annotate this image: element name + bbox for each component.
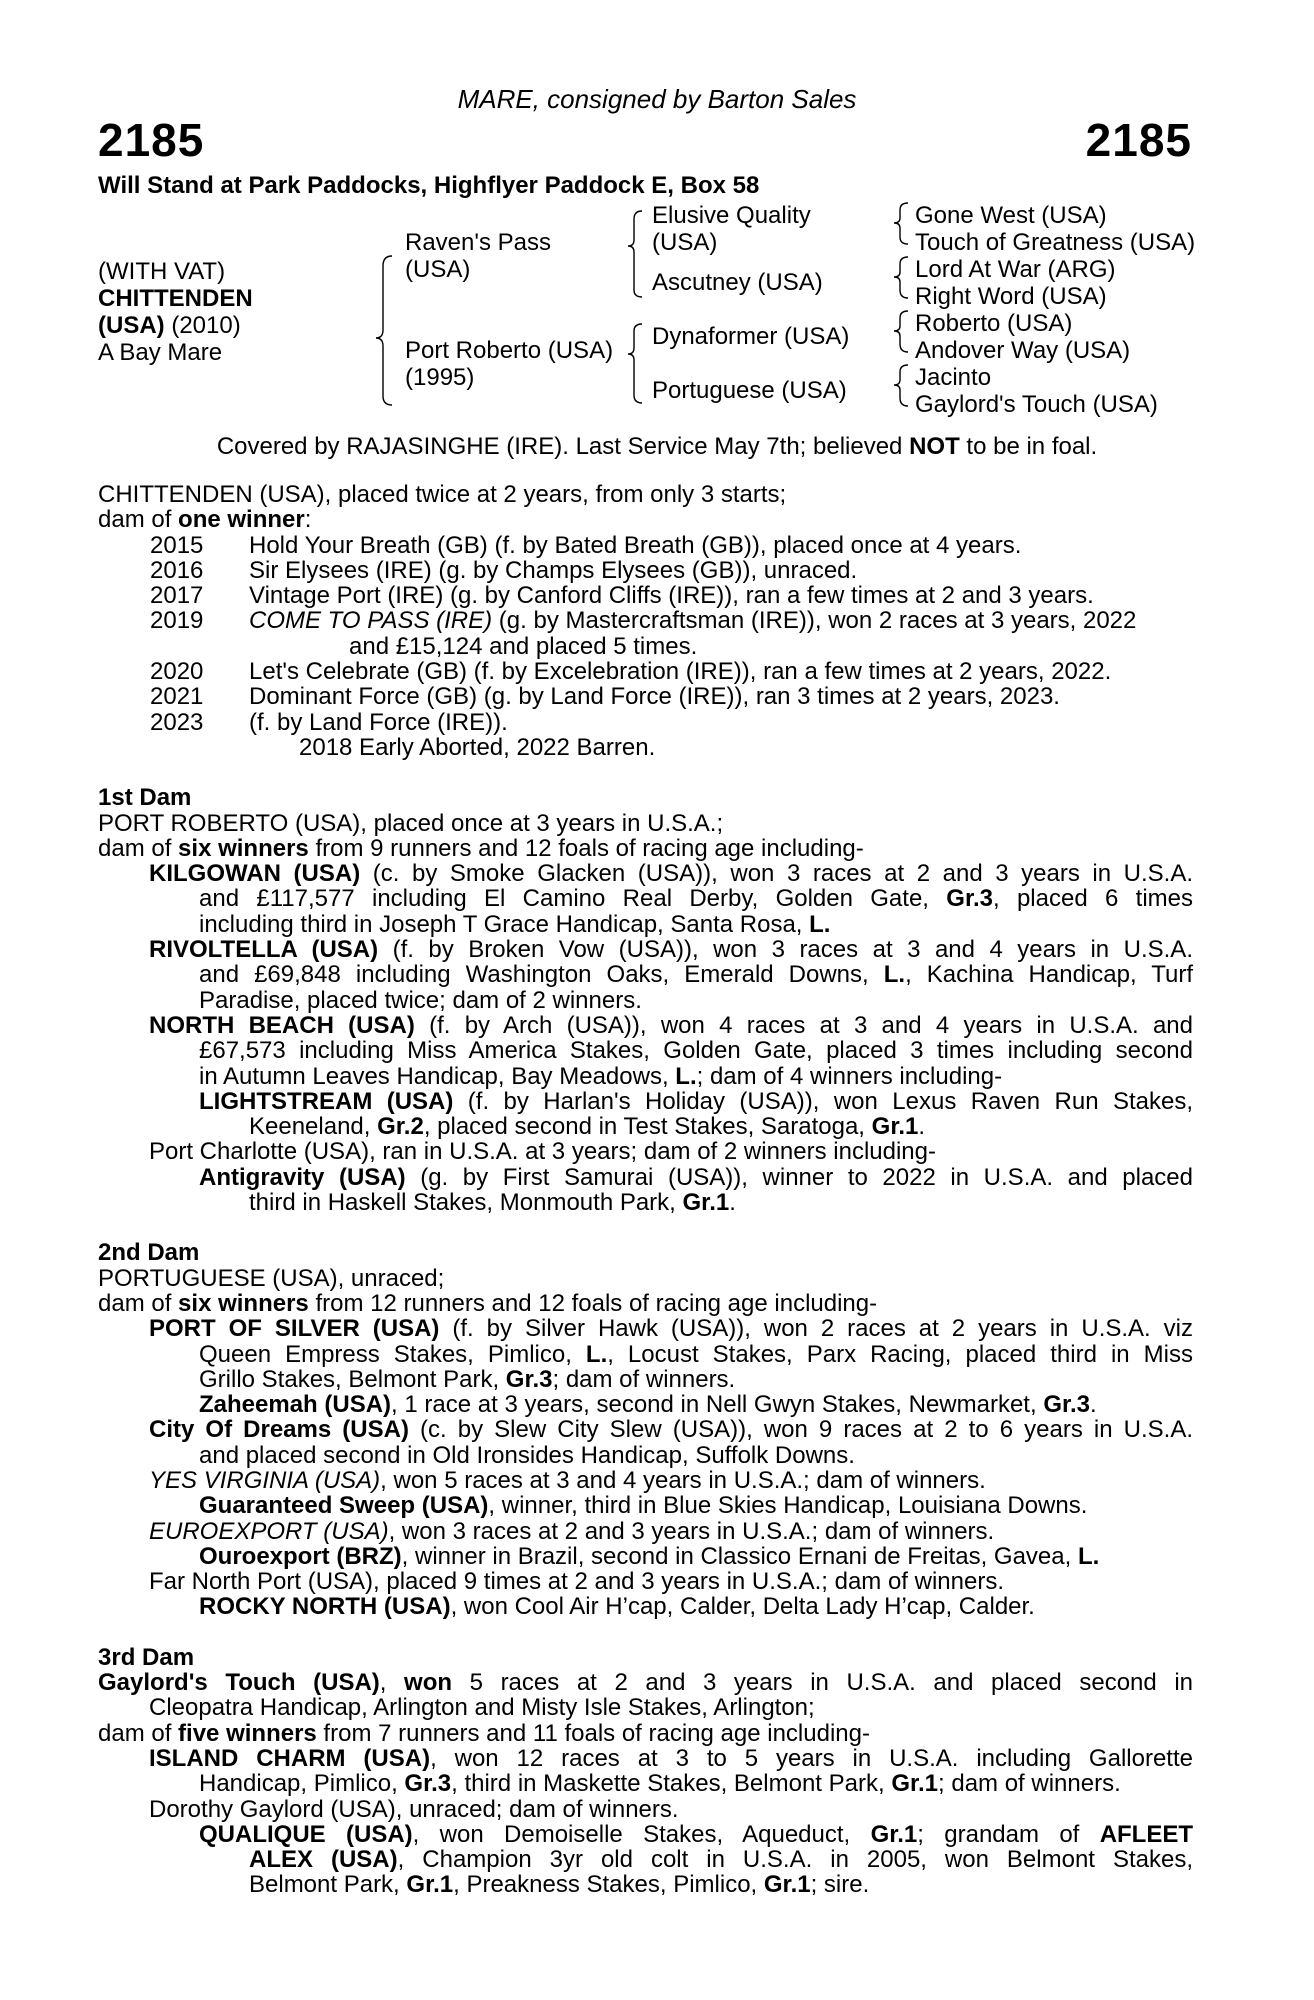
stand-location: Will Stand at Park Paddocks, Highflyer Paddock E, Box 58	[98, 172, 760, 199]
progeny-entry-line: and £117,577 including El Camino Real Derby, Golden Gate, Gr.3, placed 6 times	[199, 885, 1193, 913]
produce-intro: CHITTENDEN (USA), placed twice at 2 years, from only 3 starts;	[98, 481, 787, 508]
gen3-ancestor: Roberto (USA)	[915, 310, 1073, 337]
foal-row-continuation: and £15,124 and placed 5 times.	[349, 632, 698, 660]
progeny-entry: RIVOLTELLA (USA) (f. by Broken Vow (USA)), won 3 races at 3 and 4 years in U.S.A.	[149, 936, 1193, 964]
vat-label: (WITH VAT)	[98, 258, 226, 285]
sire-name: Raven's Pass	[405, 229, 551, 256]
progeny-entry: Antigravity (USA) (g. by First Samurai (USA)), winner to 2022 in U.S.A. and placed	[199, 1163, 1193, 1191]
progeny-entry-line: Queen Empress Stakes, Pimlico, L., Locust Stakes, Parx Racing, placed third in Miss	[199, 1340, 1193, 1368]
foal-row: 2016 Sir Elysees (IRE) (g. by Champs Elysees (GB)), unraced.	[150, 556, 858, 584]
consignment-line: MARE, consigned by Barton Sales	[457, 84, 857, 114]
dam-intro-line: Cleopatra Handicap, Arlington and Misty Isle Stakes, Arlington;	[149, 1694, 815, 1722]
gen3-ancestor: Andover Way (USA)	[915, 337, 1131, 364]
progeny-entry: ROCKY NORTH (USA), won Cool Air H’cap, Calder, Delta Lady H’cap, Calder.	[199, 1593, 1035, 1621]
progeny-entry-line: including third in Joseph T Grace Handicap, Santa Rosa, L.	[199, 910, 831, 938]
section-heading-3rd-dam: 3rd Dam	[98, 1643, 195, 1671]
progeny-entry: ISLAND CHARM (USA), won 12 races at 3 to 5 years in U.S.A. including Gallorette	[149, 1744, 1193, 1772]
gen3-ancestor: Right Word (USA)	[915, 283, 1107, 310]
progeny-entry-line: Keeneland, Gr.2, placed second in Test Stakes, Saratoga, Gr.1.	[249, 1113, 926, 1141]
dam-intro: PORTUGUESE (USA), unraced;	[98, 1264, 445, 1292]
foal-row: 2015 Hold Your Breath (GB) (f. by Bated Breath (GB)), placed once at 4 years.	[150, 531, 1022, 559]
progeny-entry: Guaranteed Sweep (USA), winner, third in Blue Skies Handicap, Louisiana Downs.	[199, 1492, 1088, 1520]
dam-intro: Gaylord's Touch (USA), won 5 races at 2 and 3 years in U.S.A. and placed second in	[98, 1669, 1193, 1697]
covered-statement: Covered by RAJASINGHE (IRE). Last Service May 7th; believed NOT to be in foal.	[216, 433, 1098, 460]
progeny-entry-line: third in Haskell Stakes, Monmouth Park, Gr.1.	[249, 1189, 736, 1217]
progeny-entry-line: and £69,848 including Washington Oaks, Emerald Downs, L., Kachina Handicap, Turf	[199, 961, 1193, 989]
horse-description: A Bay Mare	[98, 339, 223, 366]
dam-of-line: dam of six winners from 9 runners and 12 foals of racing age including-	[98, 834, 864, 862]
dam-dam-name: Portuguese (USA)	[652, 377, 847, 404]
dam-of-line: dam of six winners from 12 runners and 12 foals of racing age including-	[98, 1289, 878, 1317]
foal-row: 2020 Let's Celebrate (GB) (f. by Excelebration (IRE)), ran a few times at 2 years, 2022.	[150, 658, 1112, 686]
sire-sire-origin: (USA)	[652, 229, 718, 256]
dam-year: (1995)	[405, 364, 475, 391]
gen3-ancestor: Gaylord's Touch (USA)	[915, 391, 1158, 418]
gen3-ancestor: Gone West (USA)	[915, 202, 1107, 229]
progeny-entry: Far North Port (USA), placed 9 times at 2 and 3 years in U.S.A.; dam of winners.	[149, 1568, 1005, 1596]
foal-row: 2023 (f. by Land Force (IRE)).	[150, 708, 508, 736]
progeny-entry-line: in Autumn Leaves Handicap, Bay Meadows, L.; dam of 4 winners including-	[199, 1062, 1003, 1090]
section-heading-1st-dam: 1st Dam	[98, 784, 192, 812]
progeny-entry-line: Paradise, placed twice; dam of 2 winners.	[199, 986, 642, 1014]
sire-sire-name: Elusive Quality	[652, 202, 811, 229]
progeny-entry: EUROEXPORT (USA), won 3 races at 2 and 3 years in U.S.A.; dam of winners.	[149, 1517, 995, 1545]
dam-name: Port Roberto (USA)	[405, 337, 614, 364]
progeny-entry: Dorothy Gaylord (USA), unraced; dam of winners.	[149, 1795, 679, 1823]
horse-origin-year: (USA) (2010)	[98, 312, 241, 339]
progeny-entry: Ouroexport (BRZ), winner in Brazil, second in Classico Ernani de Freitas, Gavea, L.	[199, 1542, 1100, 1570]
produce-dam-of: dam of one winner:	[98, 506, 312, 534]
progeny-entry: City Of Dreams (USA) (c. by Slew City Slew (USA)), won 9 races at 2 to 6 years in U.S.A.	[149, 1416, 1193, 1444]
gen3-ancestor: Jacinto	[915, 364, 992, 391]
dam-of-line: dam of five winners from 7 runners and 11 foals of racing age including-	[98, 1719, 870, 1747]
gen3-ancestor: Lord At War (ARG)	[915, 256, 1116, 283]
foal-row: 2019 COME TO PASS (IRE) (g. by Mastercraftsman (IRE)), won 2 races at 3 years, 2022	[150, 607, 1137, 635]
progeny-entry: YES VIRGINIA (USA), won 5 races at 3 and 4 years in U.S.A.; dam of winners.	[149, 1466, 986, 1494]
produce-note: 2018 Early Aborted, 2022 Barren.	[299, 733, 656, 761]
progeny-entry: PORT OF SILVER (USA) (f. by Silver Hawk (USA)), won 2 races at 2 years in U.S.A. viz	[149, 1315, 1193, 1343]
dam-intro: PORT ROBERTO (USA), placed once at 3 years in U.S.A.;	[98, 809, 724, 837]
progeny-entry: Port Charlotte (USA), ran in U.S.A. at 3 years; dam of 2 winners including-	[149, 1138, 936, 1166]
gen3-ancestor: Touch of Greatness (USA)	[915, 229, 1196, 256]
progeny-entry-line: Handicap, Pimlico, Gr.3, third in Maskette Stakes, Belmont Park, Gr.1; dam of winners.	[199, 1770, 1121, 1798]
progeny-entry: QUALIQUE (USA), won Demoiselle Stakes, Aqueduct, Gr.1; grandam of AFLEET	[199, 1820, 1194, 1848]
lot-number-left: 2185	[98, 114, 205, 166]
dam-sire-name: Dynaformer (USA)	[652, 323, 850, 350]
progeny-entry: Zaheemah (USA), 1 race at 3 years, second in Nell Gwyn Stakes, Newmarket, Gr.3.	[199, 1391, 1097, 1419]
foal-row: 2017 Vintage Port (IRE) (g. by Canford Cliffs (IRE)), ran a few times at 2 and 3 years.	[150, 582, 1094, 610]
lot-number-right: 2185	[1085, 114, 1192, 166]
horse-name: CHITTENDEN	[98, 285, 253, 312]
progeny-entry: NORTH BEACH (USA) (f. by Arch (USA)), won 4 races at 3 and 4 years in U.S.A. and	[149, 1011, 1193, 1039]
progeny-entry: KILGOWAN (USA) (c. by Smoke Glacken (USA)), won 3 races at 2 and 3 years in U.S.A.	[149, 860, 1194, 888]
progeny-entry-line: Grillo Stakes, Belmont Park, Gr.3; dam of winners.	[199, 1365, 736, 1393]
progeny-entry-line: and placed second in Old Ironsides Handicap, Suffolk Downs.	[199, 1441, 855, 1469]
sire-origin: (USA)	[405, 256, 471, 283]
progeny-entry-line: Belmont Park, Gr.1, Preakness Stakes, Pimlico, Gr.1; sire.	[249, 1871, 870, 1899]
progeny-entry-line: £67,573 including Miss America Stakes, Golden Gate, placed 3 times including second	[199, 1037, 1193, 1065]
foal-row: 2021 Dominant Force (GB) (g. by Land Force (IRE)), ran 3 times at 2 years, 2023.	[150, 683, 1060, 711]
progeny-entry: LIGHTSTREAM (USA) (f. by Harlan's Holiday (USA)), won Lexus Raven Run Stakes,	[199, 1087, 1193, 1115]
sire-dam-name: Ascutney (USA)	[652, 269, 823, 296]
progeny-entry-line: ALEX (USA), Champion 3yr old colt in U.S.A. in 2005, won Belmont Stakes,	[249, 1846, 1193, 1874]
section-heading-2nd-dam: 2nd Dam	[98, 1239, 200, 1267]
catalogue-body	[98, 482, 1193, 1898]
